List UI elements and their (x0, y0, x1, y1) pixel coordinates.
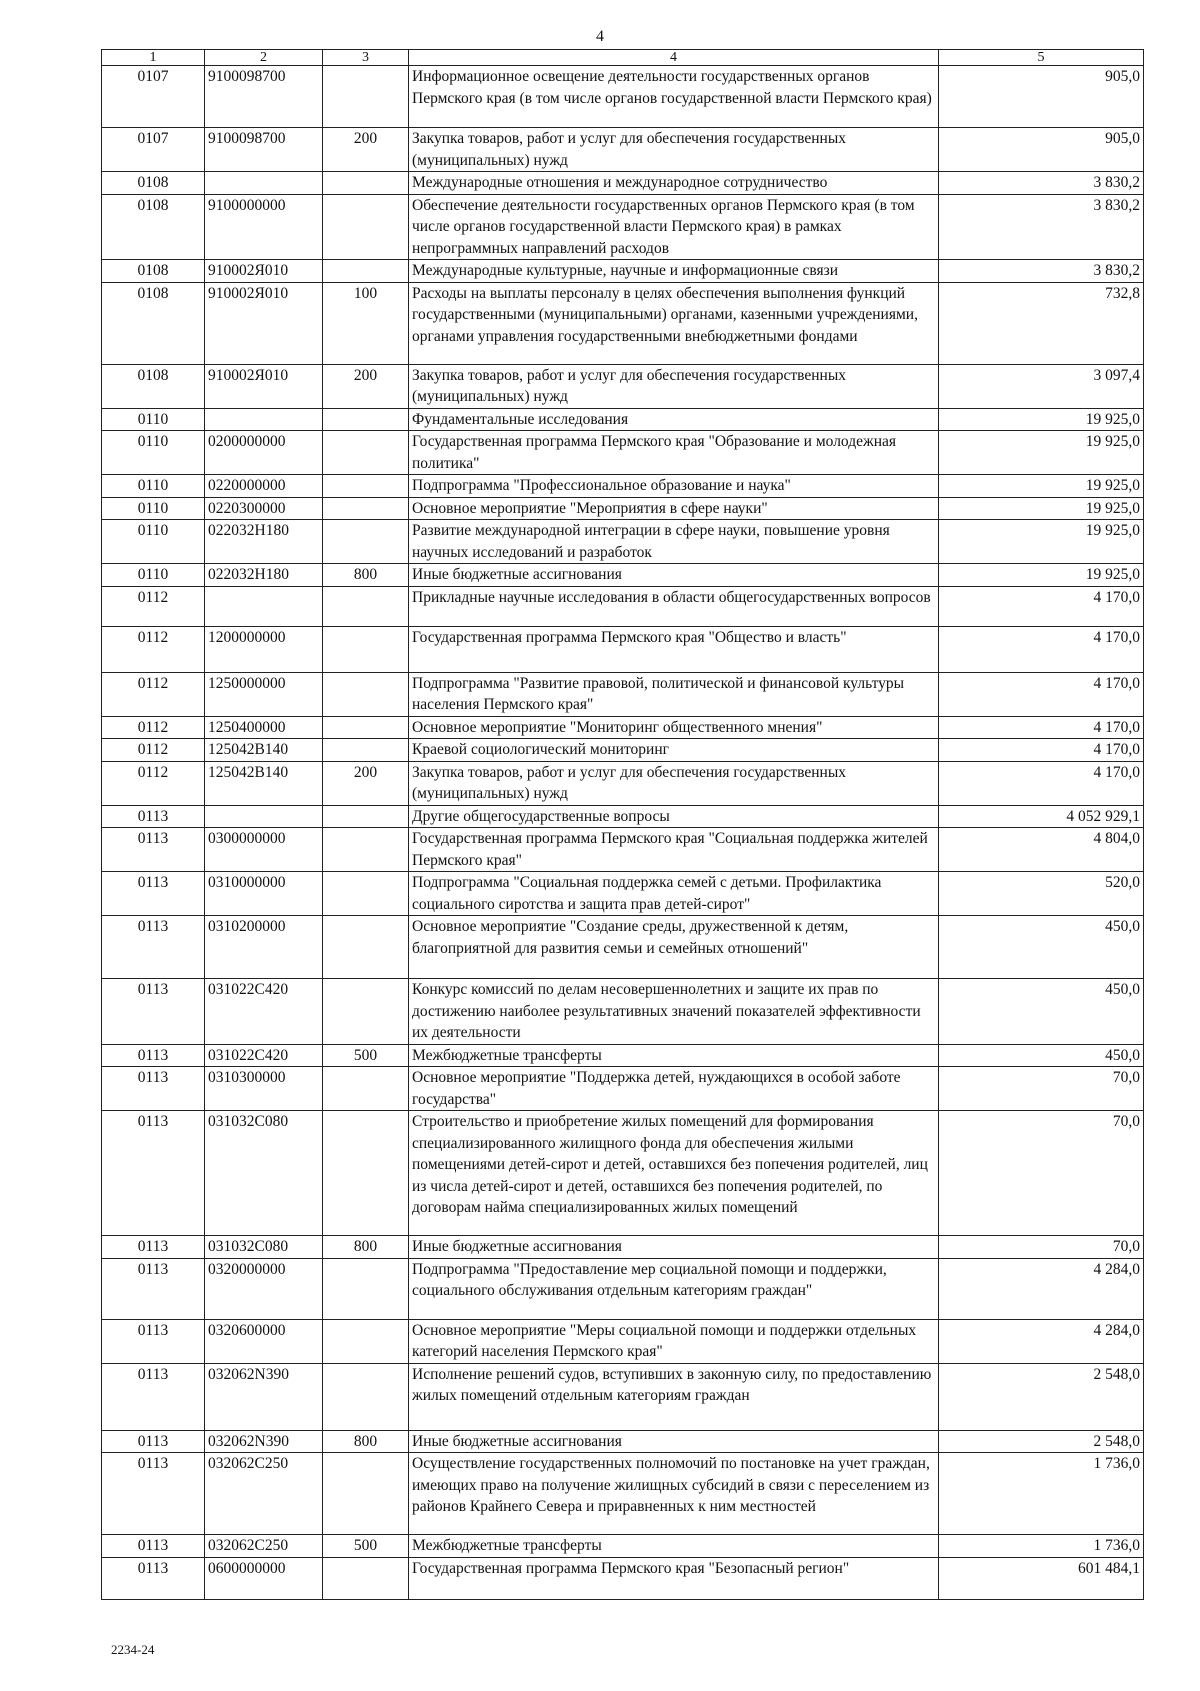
section-code-cell: 0113 (102, 828, 205, 872)
item-name-cell: Подпрограмма "Социальная поддержка семей с детьми. Профилактика социального сиротства и защита прав детей-сирот" (409, 872, 939, 916)
target-item-code-cell: 0220300000 (205, 497, 323, 520)
expense-type-code-cell (323, 872, 409, 916)
expense-type-code-cell: 500 (323, 1535, 409, 1558)
expense-type-code-cell (323, 1258, 409, 1319)
header-row (102, 50, 1144, 66)
section-code-cell: 0108 (102, 194, 205, 260)
budget-table (101, 49, 1144, 1600)
amount-cell: 19 925,0 (939, 475, 1144, 498)
table-row (102, 872, 1144, 916)
item-name-cell: Государственная программа Пермского края "Социальная поддержка жителей Пермского края" (409, 828, 939, 872)
amount-cell: 1 736,0 (939, 1453, 1144, 1535)
table-row (102, 1363, 1144, 1430)
target-item-code-cell: 1200000000 (205, 626, 323, 672)
amount-cell: 19 925,0 (939, 520, 1144, 564)
target-item-code-cell (205, 172, 323, 195)
section-code-cell: 0112 (102, 739, 205, 762)
section-code-cell: 0113 (102, 979, 205, 1045)
expense-type-code-cell (323, 626, 409, 672)
item-name-cell: Государственная программа Пермского края "Безопасный регион" (409, 1557, 939, 1599)
item-name-cell: Основное мероприятие "Мероприятия в сфере науки" (409, 497, 939, 520)
expense-type-code-cell (323, 1363, 409, 1430)
expense-type-code-cell (323, 916, 409, 979)
section-code-cell: 0113 (102, 916, 205, 979)
amount-cell: 2 548,0 (939, 1363, 1144, 1430)
target-item-code-cell: 910002Я010 (205, 364, 323, 408)
amount-cell: 905,0 (939, 66, 1144, 128)
expense-type-code-cell: 800 (323, 1236, 409, 1259)
table-row (102, 761, 1144, 805)
expense-type-code-cell (323, 828, 409, 872)
item-name-cell: Осуществление государственных полномочий по постановке на учет граждан, имеющих право на получение жилищных субсидий в связи с переселением из районов Крайнего Севера и приравненных к ним местностей (409, 1453, 939, 1535)
section-code-cell: 0113 (102, 1258, 205, 1319)
expense-type-code-cell (323, 172, 409, 195)
amount-cell: 520,0 (939, 872, 1144, 916)
section-code-cell: 0110 (102, 431, 205, 475)
item-name-cell: Подпрограмма "Профессиональное образование и наука" (409, 475, 939, 498)
table-body (102, 66, 1144, 1600)
table-row (102, 497, 1144, 520)
section-code-cell: 0108 (102, 364, 205, 408)
item-name-cell: Международные отношения и международное сотрудничество (409, 172, 939, 195)
section-code-cell: 0113 (102, 1557, 205, 1599)
table-row (102, 739, 1144, 762)
amount-cell: 905,0 (939, 128, 1144, 172)
expense-type-code-cell: 200 (323, 761, 409, 805)
section-code-cell: 0113 (102, 1044, 205, 1067)
item-name-cell: Конкурс комиссий по делам несовершеннолетних и защите их прав по достижению наиболее результативных значений показателей эффективности их деятельности (409, 979, 939, 1045)
table-row (102, 520, 1144, 564)
amount-cell: 70,0 (939, 1111, 1144, 1236)
item-name-cell: Прикладные научные исследования в области общегосударственных вопросов (409, 586, 939, 626)
amount-cell: 601 484,1 (939, 1557, 1144, 1599)
target-item-code-cell: 9100000000 (205, 194, 323, 260)
amount-cell: 4 170,0 (939, 586, 1144, 626)
table-row (102, 66, 1144, 128)
section-code-cell: 0113 (102, 805, 205, 828)
expense-type-code-cell: 800 (323, 1430, 409, 1453)
table-row (102, 475, 1144, 498)
amount-cell: 4 052 929,1 (939, 805, 1144, 828)
item-name-cell: Фундаментальные исследования (409, 408, 939, 431)
section-code-cell: 0107 (102, 66, 205, 128)
expense-type-code-cell (323, 672, 409, 716)
expense-type-code-cell (323, 586, 409, 626)
header-cell-4: 4 (409, 50, 939, 66)
table-row (102, 828, 1144, 872)
target-item-code-cell: 0310200000 (205, 916, 323, 979)
amount-cell: 450,0 (939, 916, 1144, 979)
table-row (102, 716, 1144, 739)
table-row (102, 1111, 1144, 1236)
target-item-code-cell: 031032С080 (205, 1111, 323, 1236)
section-code-cell: 0108 (102, 172, 205, 195)
target-item-code-cell: 9100098700 (205, 66, 323, 128)
target-item-code-cell: 0220000000 (205, 475, 323, 498)
expense-type-code-cell (323, 1319, 409, 1363)
item-name-cell: Международные культурные, научные и информационные связи (409, 260, 939, 283)
amount-cell: 1 736,0 (939, 1535, 1144, 1558)
amount-cell: 19 925,0 (939, 564, 1144, 587)
table-row (102, 586, 1144, 626)
section-code-cell: 0110 (102, 564, 205, 587)
table-row (102, 1067, 1144, 1111)
expense-type-code-cell (323, 1111, 409, 1236)
section-code-cell: 0113 (102, 1067, 205, 1111)
expense-type-code-cell (323, 1067, 409, 1111)
target-item-code-cell: 031022С420 (205, 1044, 323, 1067)
target-item-code-cell (205, 586, 323, 626)
expense-type-code-cell (323, 260, 409, 283)
target-item-code-cell (205, 805, 323, 828)
item-name-cell: Основное мероприятие "Поддержка детей, нуждающихся в особой заботе государства" (409, 1067, 939, 1111)
expense-type-code-cell (323, 716, 409, 739)
target-item-code-cell: 0310300000 (205, 1067, 323, 1111)
amount-cell: 4 804,0 (939, 828, 1144, 872)
expense-type-code-cell (323, 408, 409, 431)
expense-type-code-cell: 800 (323, 564, 409, 587)
section-code-cell: 0113 (102, 1363, 205, 1430)
table-row (102, 1453, 1144, 1535)
table-row (102, 364, 1144, 408)
table-row (102, 1430, 1144, 1453)
expense-type-code-cell: 200 (323, 128, 409, 172)
target-item-code-cell: 0200000000 (205, 431, 323, 475)
expense-type-code-cell: 200 (323, 364, 409, 408)
target-item-code-cell: 031032С080 (205, 1236, 323, 1259)
item-name-cell: Закупка товаров, работ и услуг для обеспечения государственных (муниципальных) нужд (409, 761, 939, 805)
item-name-cell: Развитие международной интеграции в сфере науки, повышение уровня научных исследований и разработок (409, 520, 939, 564)
amount-cell: 4 170,0 (939, 761, 1144, 805)
section-code-cell: 0112 (102, 761, 205, 805)
header-cell-3: 3 (323, 50, 409, 66)
section-code-cell: 0113 (102, 1319, 205, 1363)
amount-cell: 4 170,0 (939, 739, 1144, 762)
item-name-cell: Обеспечение деятельности государственных органов Пермского края (в том числе органов государственной власти Пермского края) в рамках непрограммных направлений расходов (409, 194, 939, 260)
table-row (102, 626, 1144, 672)
target-item-code-cell: 0320600000 (205, 1319, 323, 1363)
amount-cell: 450,0 (939, 1044, 1144, 1067)
amount-cell: 450,0 (939, 979, 1144, 1045)
amount-cell: 4 284,0 (939, 1258, 1144, 1319)
table-row (102, 564, 1144, 587)
target-item-code-cell: 0320000000 (205, 1258, 323, 1319)
amount-cell: 3 830,2 (939, 172, 1144, 195)
item-name-cell: Строительство и приобретение жилых помещений для формирования специализированного жилищного фонда для обеспечения жилыми помещениями детей-сирот и детей, оставшихся без попечения родителей, лиц из числа детей-сирот и детей, оставшихся без попечения родителей, по договорам найма специализированных жилых помещений (409, 1111, 939, 1236)
amount-cell: 70,0 (939, 1067, 1144, 1111)
table-row (102, 1258, 1144, 1319)
document-code: 2234-24 (111, 1642, 155, 1657)
item-name-cell: Краевой социологический мониторинг (409, 739, 939, 762)
item-name-cell: Межбюджетные трансферты (409, 1044, 939, 1067)
item-name-cell: Другие общегосударственные вопросы (409, 805, 939, 828)
section-code-cell: 0113 (102, 1535, 205, 1558)
expense-type-code-cell (323, 520, 409, 564)
target-item-code-cell: 1250400000 (205, 716, 323, 739)
header-cell-2: 2 (205, 50, 323, 66)
amount-cell: 4 170,0 (939, 716, 1144, 739)
amount-cell: 19 925,0 (939, 497, 1144, 520)
table-row (102, 408, 1144, 431)
section-code-cell: 0107 (102, 128, 205, 172)
target-item-code-cell: 0300000000 (205, 828, 323, 872)
target-item-code-cell: 031022С420 (205, 979, 323, 1045)
amount-cell: 4 170,0 (939, 672, 1144, 716)
table-row (102, 1535, 1144, 1558)
amount-cell: 19 925,0 (939, 408, 1144, 431)
target-item-code-cell: 032062С250 (205, 1453, 323, 1535)
table-row (102, 172, 1144, 195)
section-code-cell: 0112 (102, 716, 205, 739)
header-cell-1: 1 (102, 50, 205, 66)
table-row (102, 260, 1144, 283)
amount-cell: 70,0 (939, 1236, 1144, 1259)
expense-type-code-cell (323, 979, 409, 1045)
table-row (102, 979, 1144, 1045)
amount-cell: 2 548,0 (939, 1430, 1144, 1453)
item-name-cell: Иные бюджетные ассигнования (409, 1430, 939, 1453)
expense-type-code-cell (323, 497, 409, 520)
amount-cell: 3 830,2 (939, 260, 1144, 283)
target-item-code-cell: 125042В140 (205, 761, 323, 805)
expense-type-code-cell (323, 1557, 409, 1599)
table-row (102, 672, 1144, 716)
item-name-cell: Государственная программа Пермского края "Образование и молодежная политика" (409, 431, 939, 475)
item-name-cell: Основное мероприятие "Мониторинг общественного мнения" (409, 716, 939, 739)
item-name-cell: Расходы на выплаты персоналу в целях обеспечения выполнения функций государственными (муниципальными) органами, казенными учреждениями, органами управления государственными внебюджетными фондами (409, 282, 939, 364)
item-name-cell: Информационное освещение деятельности государственных органов Пермского края (в том числе органов государственной власти Пермского края) (409, 66, 939, 128)
target-item-code-cell: 910002Я010 (205, 282, 323, 364)
item-name-cell: Государственная программа Пермского края "Общество и власть" (409, 626, 939, 672)
section-code-cell: 0113 (102, 1111, 205, 1236)
table-row (102, 1557, 1144, 1599)
section-code-cell: 0112 (102, 672, 205, 716)
table-row (102, 282, 1144, 364)
section-code-cell: 0110 (102, 497, 205, 520)
target-item-code-cell (205, 408, 323, 431)
item-name-cell: Основное мероприятие "Меры социальной помощи и поддержки отдельных категорий населения Пермского края" (409, 1319, 939, 1363)
section-code-cell: 0113 (102, 1430, 205, 1453)
table-row (102, 1319, 1144, 1363)
table-row (102, 128, 1144, 172)
table-row (102, 1044, 1144, 1067)
section-code-cell: 0110 (102, 408, 205, 431)
table-row (102, 1236, 1144, 1259)
section-code-cell: 0113 (102, 872, 205, 916)
item-name-cell: Исполнение решений судов, вступивших в законную силу, по предоставлению жилых помещений отдельным категориям граждан (409, 1363, 939, 1430)
expense-type-code-cell (323, 805, 409, 828)
expense-type-code-cell (323, 1453, 409, 1535)
amount-cell: 4 170,0 (939, 626, 1144, 672)
target-item-code-cell: 032062С250 (205, 1535, 323, 1558)
target-item-code-cell: 125042В140 (205, 739, 323, 762)
section-code-cell: 0108 (102, 260, 205, 283)
amount-cell: 732,8 (939, 282, 1144, 364)
item-name-cell: Иные бюджетные ассигнования (409, 564, 939, 587)
target-item-code-cell: 0600000000 (205, 1557, 323, 1599)
target-item-code-cell: 0310000000 (205, 872, 323, 916)
item-name-cell: Закупка товаров, работ и услуг для обеспечения государственных (муниципальных) нужд (409, 128, 939, 172)
expense-type-code-cell (323, 739, 409, 762)
expense-type-code-cell (323, 194, 409, 260)
section-code-cell: 0113 (102, 1453, 205, 1535)
expense-type-code-cell: 500 (323, 1044, 409, 1067)
table-row (102, 805, 1144, 828)
section-code-cell: 0110 (102, 520, 205, 564)
expense-type-code-cell (323, 431, 409, 475)
amount-cell: 19 925,0 (939, 431, 1144, 475)
target-item-code-cell: 910002Я010 (205, 260, 323, 283)
expense-type-code-cell: 100 (323, 282, 409, 364)
amount-cell: 4 284,0 (939, 1319, 1144, 1363)
item-name-cell: Межбюджетные трансферты (409, 1535, 939, 1558)
item-name-cell: Подпрограмма "Развитие правовой, политической и финансовой культуры населения Пермского края" (409, 672, 939, 716)
section-code-cell: 0112 (102, 586, 205, 626)
item-name-cell: Иные бюджетные ассигнования (409, 1236, 939, 1259)
amount-cell: 3 830,2 (939, 194, 1144, 260)
item-name-cell: Закупка товаров, работ и услуг для обеспечения государственных (муниципальных) нужд (409, 364, 939, 408)
item-name-cell: Подпрограмма "Предоставление мер социальной помощи и поддержки, социального обслуживания отдельным категориям граждан" (409, 1258, 939, 1319)
section-code-cell: 0112 (102, 626, 205, 672)
target-item-code-cell: 022032Н180 (205, 520, 323, 564)
target-item-code-cell: 032062N390 (205, 1363, 323, 1430)
section-code-cell: 0108 (102, 282, 205, 364)
expense-type-code-cell (323, 66, 409, 128)
target-item-code-cell: 9100098700 (205, 128, 323, 172)
table-row (102, 431, 1144, 475)
item-name-cell: Основное мероприятие "Создание среды, дружественной к детям, благоприятной для развития семьи и семейных отношений" (409, 916, 939, 979)
target-item-code-cell: 1250000000 (205, 672, 323, 716)
target-item-code-cell: 032062N390 (205, 1430, 323, 1453)
target-item-code-cell: 022032Н180 (205, 564, 323, 587)
table-row (102, 194, 1144, 260)
table-row (102, 916, 1144, 979)
section-code-cell: 0113 (102, 1236, 205, 1259)
section-code-cell: 0110 (102, 475, 205, 498)
page-number: 4 (596, 28, 604, 45)
amount-cell: 3 097,4 (939, 364, 1144, 408)
header-cell-5: 5 (939, 50, 1144, 66)
expense-type-code-cell (323, 475, 409, 498)
